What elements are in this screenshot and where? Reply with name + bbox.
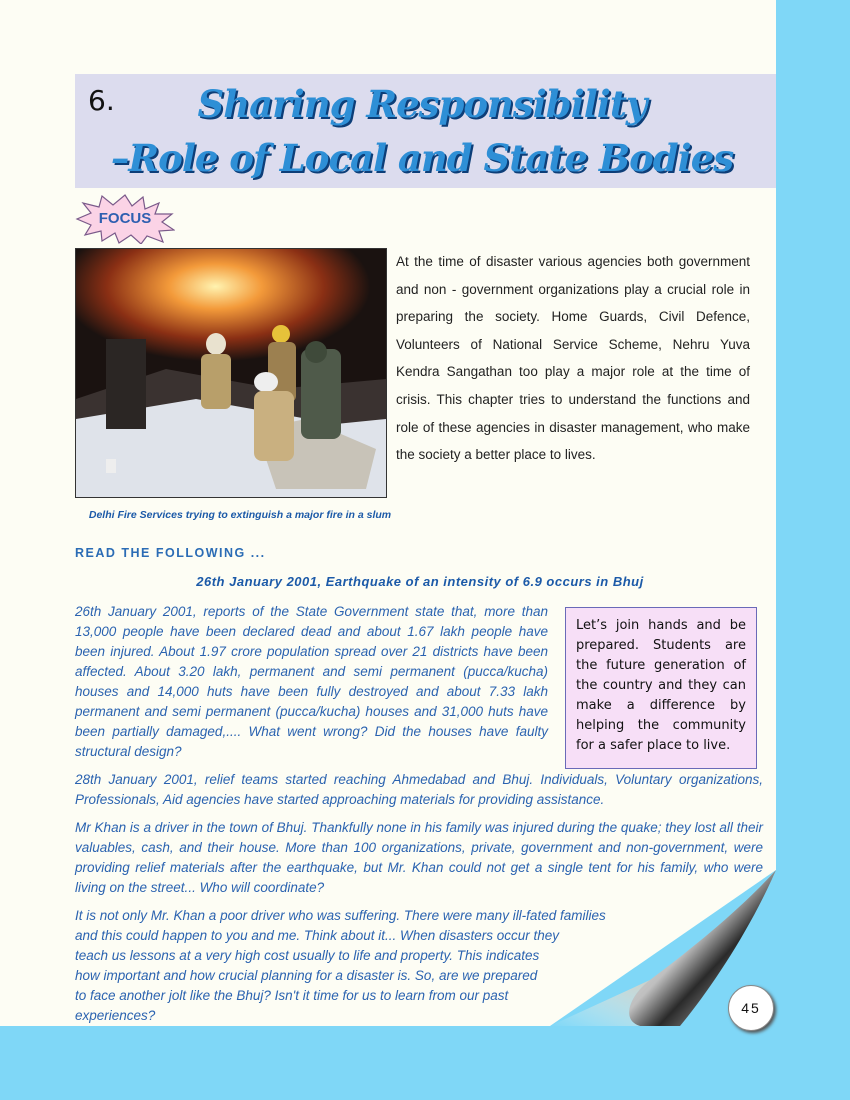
paragraph-casualties: 26th January 2001, reports of the State Government state that, more than 13,000 people have been declared dead and about 1.67 lakh people have been injured. About 1.97 crore population spread over 21 districts have been affected. About 3.20 lakh, permanent and semi permanent (pucca/kucha) houses and 14,000 huts have been fully destroyed and about 7.33 lakh permanent and semi permanent (pucca/kucha) houses and 31,000 huts have been partially damaged,.... What went wrong? Did the houses have faulty structural design? — [75, 604, 548, 759]
earthquake-subheading: 26th January 2001, Earthquake of an intensity of 6.9 occurs in Bhuj — [196, 574, 644, 589]
focus-label: FOCUS — [98, 210, 152, 227]
paragraph-lessons-line: experiences? — [75, 1008, 156, 1023]
paragraph-lessons-line: It is not only Mr. Khan a poor driver who was suffering. There were many ill-fated families — [75, 908, 606, 923]
paragraph-lessons-line: teach us lessons at a very high cost usually to life and property. This indicates — [75, 948, 540, 963]
focus-badge — [75, 194, 175, 244]
paragraph-mr-khan: Mr Khan is a driver in the town of Bhuj. Thankfully none in his family was injured during the quake; they lost all their valuables, cash, and their house. More than 100 organizations, private, government and non-government, were providing relief materials after the earthquake, but Mr. Khan could not get a single tent for his family, who were living on the street... Who will coordinate? — [75, 820, 763, 895]
paragraph-lessons-line: how important and how crucial planning for a disaster is. So, are we prepared — [75, 968, 538, 983]
chapter-title-line-2: –Role of Local and State Bodies — [110, 136, 734, 180]
paragraph-relief: 28th January 2001, relief teams started reaching Ahmedabad and Bhuj. Individuals, Voluntary organizations, Professionals, Aid agencies have started approaching materials for providing assistance. — [75, 772, 763, 807]
chapter-title-line-1: Sharing Responsibility — [197, 82, 647, 126]
photo-caption: Delhi Fire Services trying to extinguish a major fire in a slum — [88, 509, 392, 521]
fire-photo — [75, 248, 387, 498]
intro-paragraph: At the time of disaster various agencies both government and non - government organizations play a crucial role in preparing the society. Home Guards, Civil Defence, Volunteers of National Service Scheme, Nehru Yuva Kendra Sangathan too play a major role at the time of crisis. This chapter tries to understand the functions and role of these agencies in disaster management, who make the society a better place to lives. — [396, 254, 750, 463]
paragraph-lessons-line: to face another jolt like the Bhuj? Isn't it time for us to learn from our past — [75, 988, 509, 1003]
chapter-number: 6. — [88, 84, 115, 117]
read-heading: READ THE FOLLOWING ... — [75, 546, 266, 560]
callout-box: Let’s join hands and be prepared. Students are the future generation of the country and they can make a difference by helping the community for a safer place to live. — [565, 607, 757, 769]
page-number: 45 — [728, 985, 774, 1031]
paragraph-lessons-line: and this could happen to you and me. Think about it... When disasters occur they — [75, 928, 560, 943]
